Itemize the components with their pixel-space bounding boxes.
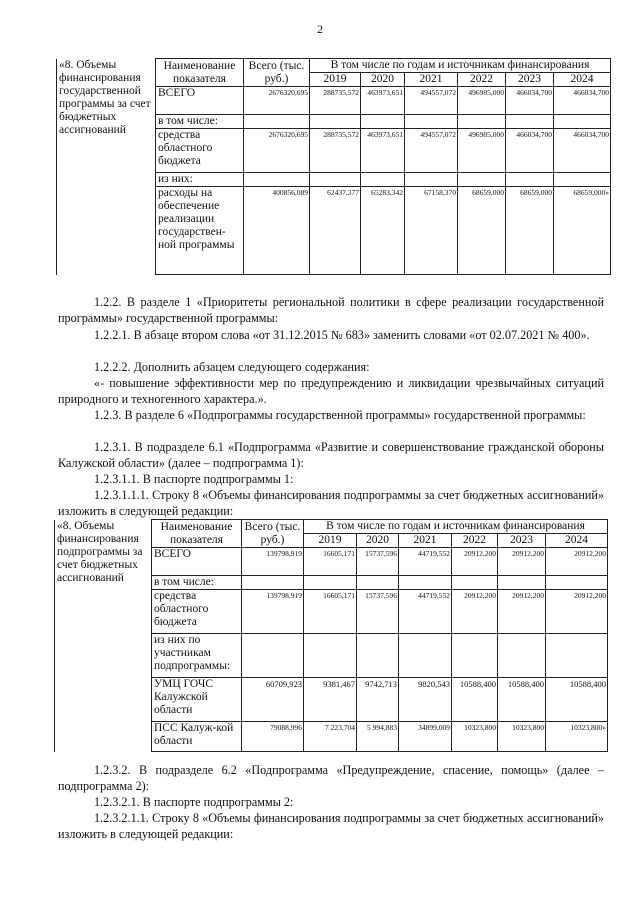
year-header: 2020 (361, 73, 405, 87)
cell-value: 20912,200 (498, 590, 546, 634)
funding-table-program (56, 58, 611, 275)
cell-value: 10323,800» (546, 722, 608, 752)
cell-value: 68659,000» (554, 187, 611, 275)
cell-value: 68659,000 (506, 187, 554, 275)
cell-value: 494557,072 (405, 87, 458, 115)
cell-value: 16605,171 (304, 548, 357, 576)
row-total: 139798,919 (242, 590, 304, 634)
row-total: 400856,089 (244, 187, 310, 275)
cell-value: 44719,552 (399, 590, 452, 634)
cell-value: 20912,200 (546, 548, 608, 576)
page-number: 2 (317, 22, 323, 36)
cell-value: 15737,596 (357, 590, 399, 634)
cell-value: 9742,713 (357, 678, 399, 722)
cell-value: 288735,572 (310, 129, 361, 173)
col-header-name: Наименование показателя (156, 59, 244, 87)
paragraph: 1.2.3.2.1. В паспорте подпрограммы 2: (94, 795, 294, 809)
year-header: 2023 (498, 534, 546, 548)
year-header: 2024 (546, 534, 608, 548)
cell-value: 62437,377 (310, 187, 361, 275)
year-header: 2021 (399, 534, 452, 548)
year-header: 2022 (452, 534, 498, 548)
row-label: в том числе: (152, 576, 242, 590)
paragraph: 1.2.3.1.1.1. Строку 8 «Объемы финансирования подпрограммы за счет бюджетных ассигнований» изложить в следующей редакции: (58, 488, 604, 518)
cell-value: 466034,700 (554, 87, 611, 115)
cell-value: 9820,543 (399, 678, 452, 722)
row-total: 2676320,695 (244, 87, 310, 115)
year-header: 2019 (304, 534, 357, 548)
row-total: 139798,919 (242, 548, 304, 576)
year-header: 2023 (506, 73, 554, 87)
row-label: ПСС Калуж-кой области (152, 722, 242, 752)
cell-value: 20912,200 (452, 590, 498, 634)
cell-value: 44719,552 (399, 548, 452, 576)
cell-value: 20912,200 (498, 548, 546, 576)
cell-value: 466034,700 (554, 129, 611, 173)
cell-value: 463973,651 (361, 87, 405, 115)
col-header-total: Всего (тыс. руб.) (242, 520, 304, 548)
cell-value: 9381,467 (304, 678, 357, 722)
col-header-years: В том числе по годам и источникам финансирования (310, 59, 611, 73)
cell-value: 466034,700 (506, 129, 554, 173)
funding-table-subprogram-1 (54, 519, 608, 752)
row-total: 79088,996 (242, 722, 304, 752)
subprogram-funding-label: «8. Объемы финансирования подпрограммы за счет бюджетных ассигнований (55, 520, 152, 752)
col-header-name: Наименование показателя (152, 520, 242, 548)
cell-value: 496985,000 (458, 129, 506, 173)
cell-value: 288735,572 (310, 87, 361, 115)
cell-value: 10588,400 (546, 678, 608, 722)
paragraph: 1.2.2.1. В абзаце втором слова «от 31.12.2015 № 683» заменить словами «от 02.07.2021 № 400». (94, 328, 590, 342)
paragraph: «- повышение эффективности мер по предупреждению и ликвидации чрезвычайных ситуаций природного и техногенного характера.». (58, 376, 604, 406)
cell-value: 20912,200 (546, 590, 608, 634)
paragraph: 1.2.3.1. В подразделе 6.1 «Подпрограмма «Развитие и совершенствование гражданской обороны Калужской области» (далее – подпрограмма 1): (58, 440, 604, 470)
cell-value: 466034,700 (506, 87, 554, 115)
paragraph: 1.2.3. В разделе 6 «Подпрограммы государственной программы» государственной программы: (94, 408, 586, 422)
row-label: средства областного бюджета (156, 129, 244, 173)
cell-value: 10588,400 (452, 678, 498, 722)
cell-value: 65283,342 (361, 187, 405, 275)
row-label: из них по участникам подпрограммы: (152, 634, 242, 678)
cell-value: 7 223,704 (304, 722, 357, 752)
paragraph: 1.2.3.1.1. В паспорте подпрограммы 1: (94, 472, 294, 486)
col-header-total: Всего (тыс. руб.) (244, 59, 310, 87)
row-label: ВСЕГО (156, 87, 244, 115)
row-label: ВСЕГО (152, 548, 242, 576)
cell-value: 16605,171 (304, 590, 357, 634)
cell-value: 20912,200 (452, 548, 498, 576)
row-label: из них: (156, 173, 244, 187)
col-header-years: В том числе по годам и источникам финансирования (304, 520, 608, 534)
cell-value: 34899,009 (399, 722, 452, 752)
row-total: 60709,923 (242, 678, 304, 722)
cell-value: 496985,000 (458, 87, 506, 115)
row-total: 2676320,695 (244, 129, 310, 173)
cell-value: 15737,596 (357, 548, 399, 576)
year-header: 2022 (458, 73, 506, 87)
cell-value: 5 994,883 (357, 722, 399, 752)
year-header: 2024 (554, 73, 611, 87)
cell-value: 10323,800 (498, 722, 546, 752)
row-label: УМЦ ГОЧС Калужской области (152, 678, 242, 722)
year-header: 2019 (310, 73, 361, 87)
row-label: в том числе: (156, 115, 244, 129)
cell-value: 494557,072 (405, 129, 458, 173)
year-header: 2021 (405, 73, 458, 87)
cell-value: 67158,370 (405, 187, 458, 275)
paragraph: 1.2.2. В разделе 1 «Приоритеты региональной политики в сфере реализации государственной программы» государственной программы: (58, 295, 604, 325)
cell-value: 10588,400 (498, 678, 546, 722)
year-header: 2020 (357, 534, 399, 548)
cell-value: 463973,651 (361, 129, 405, 173)
row-label: расходы на обеспечение реализации государствен-ной программы (156, 187, 244, 275)
cell-value: 10323,800 (452, 722, 498, 752)
program-funding-label: «8. Объемы финансирования государственной программы за счет бюджетных ассигнований (57, 59, 156, 275)
paragraph: 1.2.3.2.1.1. Строку 8 «Объемы финансирования подпрограммы за счет бюджетных ассигнований» изложить в следующей редакции: (58, 811, 604, 841)
paragraph: 1.2.3.2. В подразделе 6.2 «Подпрограмма «Предупреждение, спасение, помощь» (далее – подпрограмма 2): (58, 763, 604, 793)
row-label: средства областного бюджета (152, 590, 242, 634)
paragraph: 1.2.2.2. Дополнить абзацем следующего содержания: (94, 360, 370, 374)
cell-value: 68659,000 (458, 187, 506, 275)
